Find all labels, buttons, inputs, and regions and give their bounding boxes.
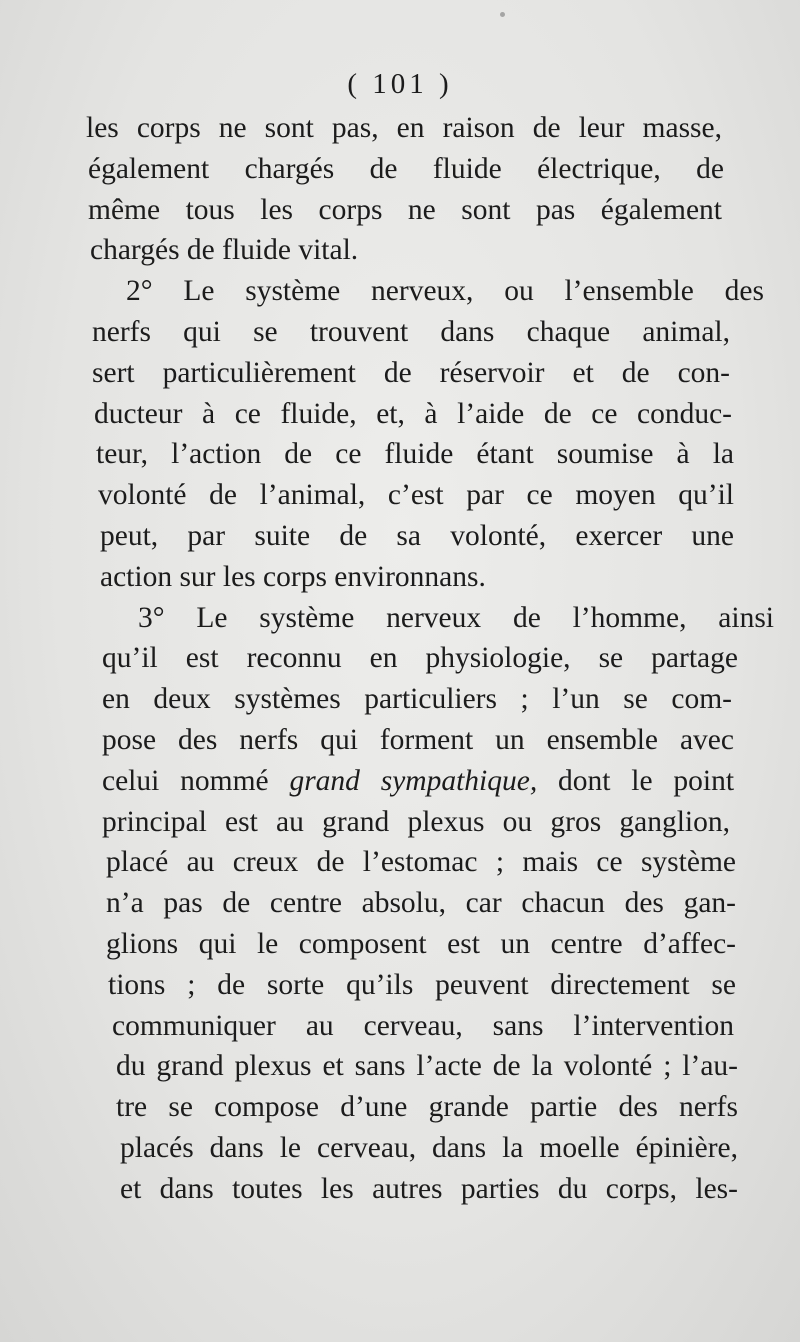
text-line: même tous les corps ne sont pas également — [88, 193, 722, 226]
body-text — [86, 108, 774, 1210]
text-line: placé au creux de l’estomac ; mais ce système — [106, 846, 736, 879]
text-line: les corps ne sont pas, en raison de leur masse, — [86, 112, 722, 144]
text-line: nerfs qui se trouvent dans chaque animal, — [92, 315, 730, 348]
text-line: n’a pas de centre absolu, car chacun des gan- — [106, 887, 736, 920]
text-line: peut, par suite de sa volonté, exercer une — [100, 519, 734, 552]
text-line: pose des nerfs qui forment un ensemble avec — [102, 723, 734, 756]
text-line: volonté de l’animal, c’est par ce moyen qu’il — [98, 479, 734, 512]
paragraph-2-start: 2° Le système nerveux, ou l’ensemble des — [126, 275, 764, 308]
page-number: ( 101 ) — [347, 68, 453, 100]
text-line: action sur les corps environnans. — [100, 560, 486, 593]
text-line: principal est au grand plexus ou gros ganglion, — [102, 805, 730, 838]
text-segment: celui nommé — [102, 764, 269, 797]
text-segment: dont le point — [558, 764, 735, 797]
text-line: tre se compose d’une grande partie des nerfs — [116, 1091, 738, 1124]
text-line: du grand plexus et sans l’acte de la volonté ; l’au- — [116, 1050, 738, 1083]
text-line: placés dans le cerveau, dans la moelle épinière, — [120, 1131, 738, 1164]
text-line-with-italic — [102, 761, 734, 802]
italic-term: grand sympathique, — [289, 764, 538, 797]
text-line: tions ; de sorte qu’ils peuvent directement se — [108, 968, 736, 1001]
text-line: teur, l’action de ce fluide étant soumise à la — [96, 438, 734, 471]
text-line: ducteur à ce fluide, et, à l’aide de ce conduc- — [94, 397, 732, 430]
text-line: qu’il est reconnu en physiologie, se partage — [102, 642, 738, 675]
text-line: chargés de fluide vital. — [90, 234, 359, 267]
text-line: également chargés de fluide électrique, de — [88, 152, 724, 185]
text-line: sert particulièrement de réservoir et de con- — [92, 356, 730, 389]
text-line: en deux systèmes particuliers ; l’un se com- — [102, 683, 732, 716]
paragraph-3-start: 3° Le système nerveux de l’homme, ainsi — [138, 601, 774, 634]
text-line: glions qui le composent est un centre d’affec- — [106, 927, 736, 960]
text-line: communiquer au cerveau, sans l’intervention — [112, 1009, 734, 1042]
text-line: et dans toutes les autres parties du corps, les- — [120, 1172, 738, 1205]
ink-speck — [500, 12, 505, 17]
